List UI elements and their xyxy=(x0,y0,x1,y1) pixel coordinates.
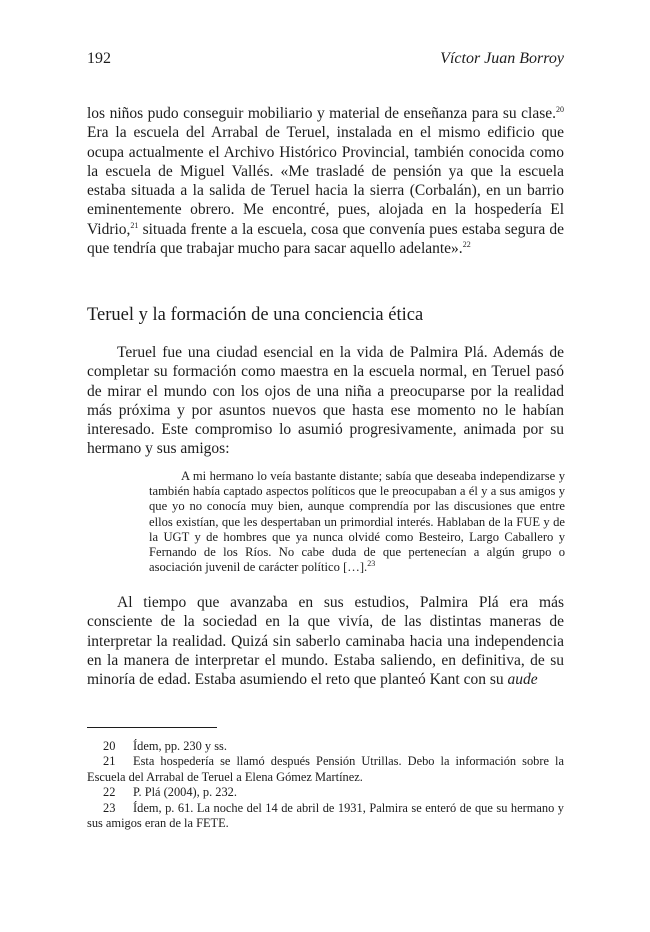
footnote-ref: 22 xyxy=(462,239,471,249)
paragraph-text: situada frente a la escuela, cosa que convenía pues estaba segura de que tendría que trabajar mucho para sacar aquello adelante». xyxy=(87,220,564,258)
footnotes xyxy=(87,739,564,831)
paragraph-text: Al tiempo que avanzaba en sus estudios, Palmira Plá era más consciente de la sociedad en la que vivía, de las distintas maneras de interpretar la realidad. Quizá sin saberlo caminaba hacia una independencia en la manera de interpretar el mundo. Estaba saliendo, en definitiva, de su minoría de edad. Estaba asumiendo el reto que planteó Kant con su xyxy=(87,594,564,689)
paragraph xyxy=(87,593,564,689)
footnote-divider xyxy=(87,727,217,728)
footnote-text: Ídem, p. 61. La noche del 14 de abril de 1931, Palmira se enteró de que su hermano y sus amigos eran de la FETE. xyxy=(87,800,564,831)
footnote xyxy=(87,739,564,754)
footnote-number: 21 xyxy=(103,754,116,769)
latin-term: aude xyxy=(507,671,538,689)
footnote xyxy=(87,785,564,800)
footnote-text: Esta hospedería se llamó después Pensión Utrillas. Debo la información sobre la Escuela del Arrabal de Teruel a Elena Gómez Martínez. xyxy=(87,754,564,784)
footnote-ref: 21 xyxy=(130,220,139,230)
paragraph xyxy=(87,343,564,459)
footnote-ref: 20 xyxy=(556,104,564,114)
footnote xyxy=(87,801,564,832)
footnote-text: P. Plá (2004), p. 232. xyxy=(133,785,237,800)
paragraph-text: los niños pudo conseguir mobiliario y material de enseñanza para su clase. xyxy=(87,105,556,122)
page-number: 192 xyxy=(87,50,111,67)
running-author: Víctor Juan Borroy xyxy=(440,50,564,67)
running-header xyxy=(87,50,564,68)
footnote xyxy=(87,754,564,785)
paragraph-continued xyxy=(87,104,564,258)
footnote-text: Ídem, pp. 230 y ss. xyxy=(133,739,227,753)
quote-text: A mi hermano lo veía bastante distante; sabía que deseaba independizarse y también había captado aspectos políticos que le preocupaban a él y a sus amigos y que yo no conocía muy bien, aunque comprendía por las discusiones que entre ellos existían, que les despertaban un primordial interés. Hablaban de la FUE y de la UGT y de hombres que ya nunca olvidé como Besteiro, Largo Caballero y Fernando de los Ríos. No cabe duda de que pertenecían a algún grupo o asociación juvenil de carácter político […]. xyxy=(149,469,565,575)
paragraph-text: Era la escuela del Arrabal de Teruel, instalada en el mismo edificio que ocupa actualmente el Archivo Histórico Provincial, también conocida como la escuela de Miguel Vallés. «Me trasladé de pensión ya que la escuela estaba situada a la salida de Teruel hacia la sierra (Corbalán), en un barrio eminentemente obrero. Me encontré, pues, alojada en la hospedería El Vidrio, xyxy=(87,124,564,238)
paragraph-text: Teruel fue una ciudad esencial en la vida de Palmira Plá. Además de completar su formación como maestra en la escuela normal, en Teruel pasó de mirar el mundo con los ojos de una niña a preocuparse por la realidad más próxima y por asuntos nuevos que hasta ese momento no le habían interesado. Este compromiso lo asumió progresivamente, animada por su hermano y sus amigos: xyxy=(87,344,564,458)
section-heading: Teruel y la formación de una conciencia ética xyxy=(87,305,424,325)
footnote-number: 22 xyxy=(103,785,116,800)
footnote-number: 23 xyxy=(103,800,116,815)
block-quote xyxy=(149,469,565,575)
footnote-ref: 23 xyxy=(367,559,376,569)
footnote-number: 20 xyxy=(103,739,116,753)
